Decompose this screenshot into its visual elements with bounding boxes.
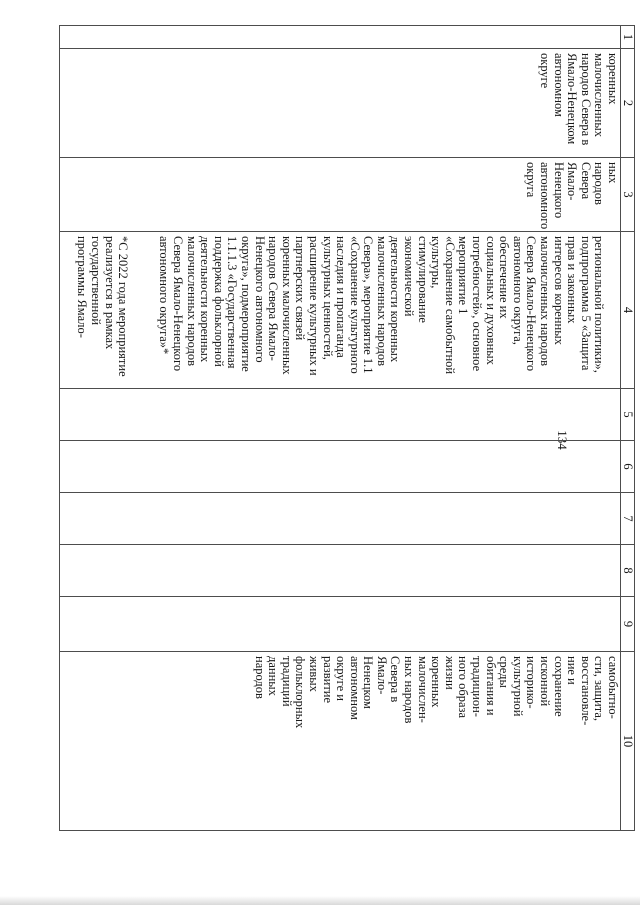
rotated-page-content: [60, 25, 635, 830]
column-number-10: 10: [621, 652, 635, 831]
cell-col2: коренных малочисленных народов Севера в Ямало-Ненецком автономном округе: [60, 49, 621, 158]
column-number-7: 7: [621, 493, 635, 545]
cell-col4: [60, 232, 621, 389]
column-number-4: 4: [621, 232, 635, 389]
cell-col10: самобытно- сти, защита, восстановле- ние и сохранение исконной историко- культурной среды обитания и традицион- ного образа жизни коренных малочислен- ных народов Севера в Ямало- Ненецком автономном округе и развитие живых фольклорных традиций данных народов: [60, 652, 621, 831]
cell-col5: [60, 389, 621, 441]
column-number-6: 6: [621, 441, 635, 493]
column-number-8: 8: [621, 545, 635, 597]
cell-col4-footnote: *С 2022 года мероприятие реализуется в рамках государственной программы Ямало-: [75, 236, 131, 377]
scan-edge-shadow: [0, 896, 640, 905]
program-table: [59, 25, 635, 831]
column-number-3: 3: [621, 158, 635, 232]
column-number-5: 5: [621, 389, 635, 441]
column-number-9: 9: [621, 597, 635, 652]
table-row: [60, 26, 621, 831]
column-number-2: 2: [621, 49, 635, 158]
cell-col9: [60, 597, 621, 652]
cell-col6: [60, 441, 621, 493]
page-number: 134: [555, 430, 570, 450]
column-number-row: [621, 26, 635, 831]
cell-col4-text: региональной политики», подпрограмма 5 «Защита прав и законных интересов коренных малочисленных народов Севера Ямало-Ненецкого автономного округа, обеспечение их социальных и духовных потребностей», основное мероприятие 1 «Сохранение самобытной культуры, стимулирование экономической деятельности коренных малочисленных народов Севера», мероприятие 1.1 «Сохранение культурного наследия и пропаганда культурных ценностей, расширение культурных и партнерских связей коренных малочисленных народов Севера Ямало- Ненецкого автономного округа», подмероприятие 1.1.1.3 «Государственная поддержка фольклорной деятельности коренных малочисленных народов Севера Ямало-Ненецкого автономного округа»*: [157, 236, 607, 376]
cell-col8: [60, 545, 621, 597]
cell-col3: ных народов Севера Ямало- Ненецкого автономного округа: [60, 158, 621, 232]
cell-col7: [60, 493, 621, 545]
column-number-1: 1: [621, 26, 635, 49]
cell-col1: [60, 26, 621, 49]
